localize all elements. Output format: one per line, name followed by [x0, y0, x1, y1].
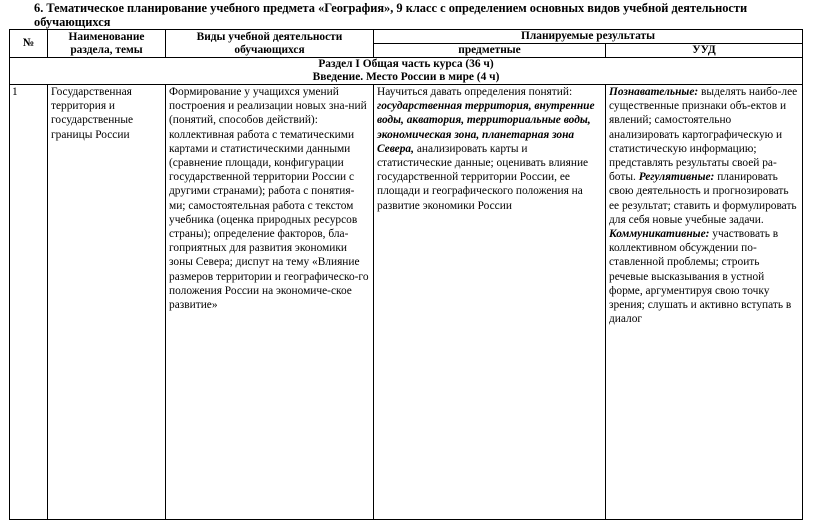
page-title: 6. Тематическое планирование учебного предмета «География», 9 класс с определением основных видов учебной деятельности обучающихся — [34, 1, 748, 29]
planning-table — [9, 29, 803, 520]
communicative-label: Коммуникативные: — [609, 228, 710, 241]
section-row — [10, 58, 803, 85]
cognitive-label: Познавательные: — [609, 86, 699, 98]
table-row — [10, 85, 803, 520]
subject-intro: Научиться давать определения понятий: — [377, 86, 573, 98]
header-uud: УУД — [606, 44, 803, 58]
subject-terms: государственная территория, внутренние воды, акватория, территориальные воды, экономическая зона, планетарная зона Севера, — [377, 100, 595, 155]
row-num: 1 — [10, 85, 48, 520]
header-section-name: Наименование раздела, темы — [48, 30, 166, 58]
header-num: № — [10, 30, 48, 58]
communicative-text: участвовать в коллективном обсуждении по-ставленной проблемы; строить речевые высказывания в устной форме, аргументируя свою точку зрения; слушать и активно вступать в диалог — [609, 228, 792, 326]
section-line-1: Раздел I Общая часть курса (36 ч) — [318, 58, 494, 70]
regulatory-text: планировать свою деятельность и прогнозировать ее результат; ставить и формулировать для себя новые учебные задачи. — [609, 171, 797, 226]
cognitive-text: выделять наибо-лее существенные признаки объ-ектов и явлений; самостоятельно анализировать картографическую и статистическую информацию; представлять результаты своей ра-боты. — [609, 86, 798, 184]
section-line-2: Введение. Место России в мире (4 ч) — [312, 71, 500, 83]
header-activities: Виды учебной деятельности обучающихся — [166, 30, 374, 58]
header-results: Планируемые результаты — [374, 30, 803, 44]
row-topic: Государственная территория и государственные границы России — [48, 85, 166, 520]
row-subject-results — [374, 85, 606, 520]
row-activities: Формирование у учащихся умений построения и реализации новых зна-ний (понятий, способов действий): коллективная работа с тематическими картами и статистическими данными (сравнение площади, конфигурации государственной территории России с другими странами); работа с понятия-ми; самостоятельная работа с текстом учебника (оценка природных ресурсов страны); определение факторов, бла-гоприятных для развития экономики зоны Севера; диспут на тему «Влияние размеров территории и географическо-го положения России на экономиче-ское развитие» — [166, 85, 374, 520]
header-subject: предметные — [374, 44, 606, 58]
section-title — [10, 58, 803, 85]
header-row — [10, 30, 803, 44]
subject-rest: анализировать карты и статистические данные; оценивать влияние государственной территории России, ее площади и географического положения на развитие экономики России — [377, 142, 589, 212]
regulatory-label: Регулятивные: — [638, 171, 715, 184]
row-uud — [606, 85, 803, 520]
